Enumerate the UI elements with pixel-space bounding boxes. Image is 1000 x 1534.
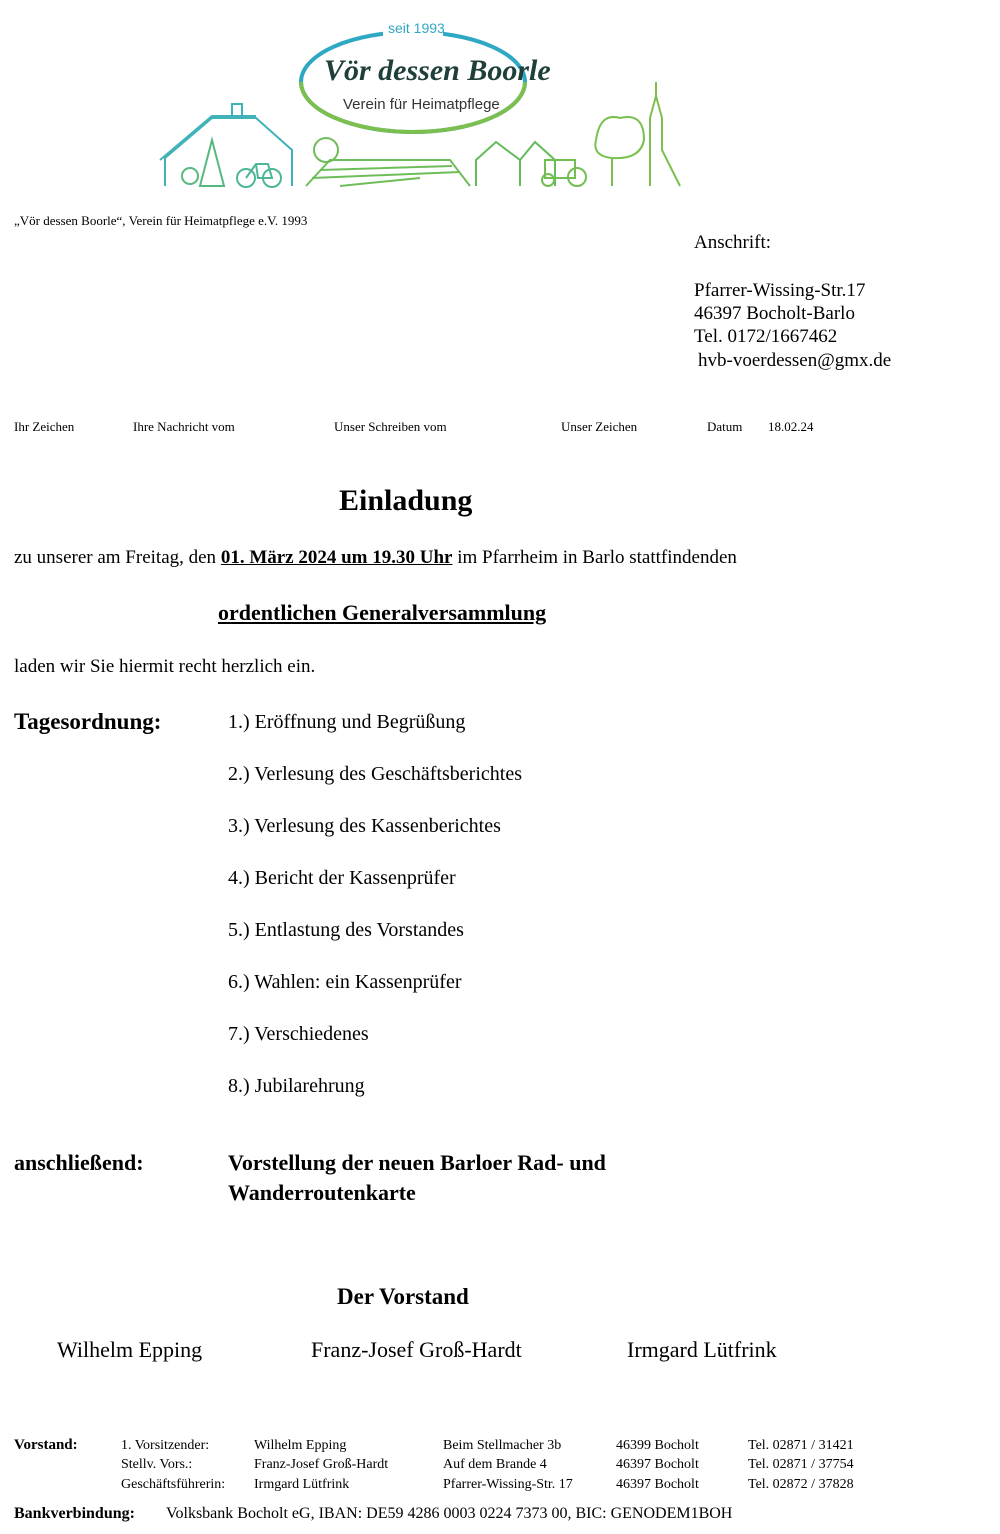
agenda-item: 3.) Verlesung des Kassenberichtes bbox=[228, 815, 501, 837]
footer-street: Beim Stellmacher 3b bbox=[443, 1438, 562, 1453]
afterwards-text: Vorstellung der neuen Barloer Rad- und Wanderroutenkarte bbox=[228, 1150, 606, 1205]
sender-line: „Vör dessen Boorle“, Verein für Heimatpflege e.V. 1993 bbox=[14, 213, 308, 228]
meeting-name: ordentlichen Generalversammlung bbox=[218, 600, 547, 625]
footer-city: 46397 Bocholt bbox=[616, 1457, 699, 1472]
footer-city: 46397 Bocholt bbox=[616, 1477, 699, 1492]
ref-datum-label: Datum bbox=[707, 419, 743, 434]
footer-tel: Tel. 02871 / 31421 bbox=[748, 1438, 854, 1453]
footer-tel: Tel. 02871 / 37754 bbox=[748, 1457, 854, 1472]
address-city: 46397 Bocholt-Barlo bbox=[694, 303, 855, 324]
agenda-item: 6.) Wahlen: ein Kassenprüfer bbox=[228, 971, 462, 993]
footer-street: Auf dem Brande 4 bbox=[443, 1457, 547, 1472]
footer-tel: Tel. 02872 / 37828 bbox=[748, 1477, 854, 1492]
agenda-item: 7.) Verschiedenes bbox=[228, 1023, 369, 1045]
logo-since: seit 1993 bbox=[388, 20, 445, 36]
footer-name: Wilhelm Epping bbox=[254, 1438, 347, 1453]
intro-line bbox=[14, 547, 737, 569]
agenda-label: Tagesordnung: bbox=[14, 709, 162, 734]
address-street: Pfarrer-Wissing-Str.17 bbox=[694, 280, 866, 301]
bank-label: Bankverbindung: bbox=[14, 1505, 135, 1522]
signature-name: Franz-Josef Groß-Hardt bbox=[311, 1337, 522, 1362]
ref-ihr-zeichen: Ihr Zeichen bbox=[14, 419, 75, 434]
meeting-date: 01. März 2024 um 19.30 Uhr bbox=[220, 547, 453, 568]
association-logo bbox=[0, 0, 1000, 200]
logo-subtitle: Verein für Heimatpflege bbox=[343, 96, 500, 113]
signature-name: Wilhelm Epping bbox=[57, 1337, 203, 1362]
agenda-item: 2.) Verlesung des Geschäftsberichtes bbox=[228, 763, 522, 785]
ref-datum-value: 18.02.24 bbox=[768, 419, 814, 434]
footer-role: Stellv. Vors.: bbox=[121, 1457, 193, 1472]
address-email: hvb-voerdessen@gmx.de bbox=[698, 350, 892, 371]
letter-title: Einladung bbox=[339, 484, 473, 517]
bank-details: Volksbank Bocholt eG, IBAN: DE59 4286 0003 0224 7373 00, BIC: GENODEM1BOH bbox=[166, 1505, 733, 1522]
intro-before: zu unserer am Freitag, den bbox=[14, 547, 221, 568]
agenda-item: 1.) Eröffnung und Begrüßung bbox=[228, 711, 466, 733]
footer-city: 46399 Bocholt bbox=[616, 1438, 699, 1453]
board-heading: Der Vorstand bbox=[337, 1284, 469, 1309]
footer-name: Irmgard Lütfrink bbox=[254, 1477, 350, 1492]
signature-name: Irmgard Lütfrink bbox=[627, 1337, 777, 1362]
ref-ihre-nachricht: Ihre Nachricht vom bbox=[133, 419, 235, 434]
village-skyline-illustration bbox=[0, 0, 1000, 200]
ref-unser-zeichen: Unser Zeichen bbox=[561, 419, 638, 434]
footer-role: 1. Vorsitzender: bbox=[121, 1438, 210, 1453]
ref-unser-schreiben: Unser Schreiben vom bbox=[334, 419, 447, 434]
afterwards-label: anschließend: bbox=[14, 1150, 144, 1175]
invite-line: laden wir Sie hiermit recht herzlich ein. bbox=[14, 656, 316, 677]
address-heading: Anschrift: bbox=[694, 232, 772, 253]
intro-after: im Pfarrheim in Barlo stattfindenden bbox=[452, 547, 737, 568]
footer-role: Geschäftsführerin: bbox=[121, 1477, 226, 1492]
agenda-item: 8.) Jubilarehrung bbox=[228, 1075, 365, 1097]
agenda-item: 4.) Bericht der Kassenprüfer bbox=[228, 867, 456, 889]
agenda-item: 5.) Entlastung des Vorstandes bbox=[228, 919, 464, 941]
logo-name: Vör dessen Boorle bbox=[324, 54, 551, 87]
address-phone: Tel. 0172/1667462 bbox=[694, 326, 838, 347]
footer-name: Franz-Josef Groß-Hardt bbox=[254, 1457, 389, 1472]
footer-street: Pfarrer-Wissing-Str. 17 bbox=[443, 1477, 573, 1492]
footer-label: Vorstand: bbox=[14, 1437, 78, 1453]
